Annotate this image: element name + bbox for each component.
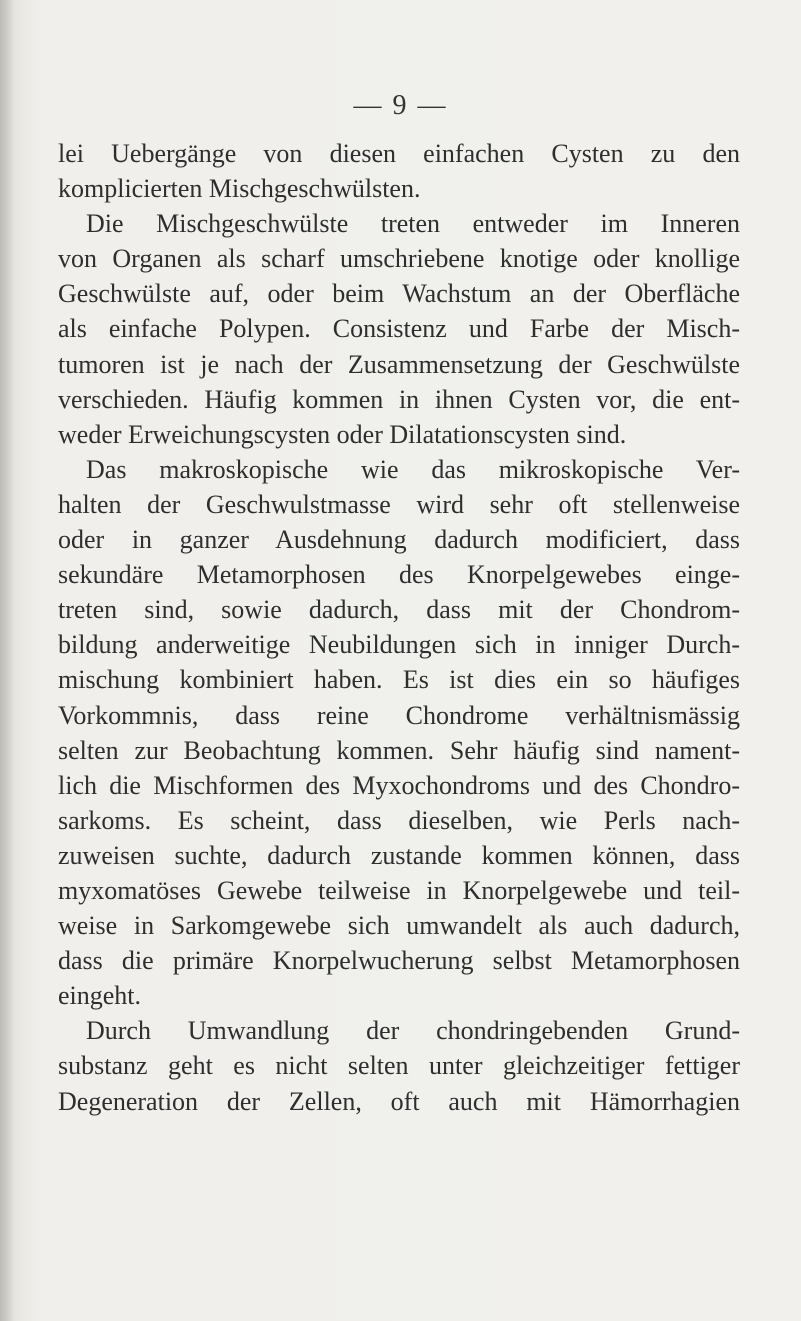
text-line: treten sind, sowie dadurch, dass mit der Chondrom-	[58, 595, 740, 625]
text-line: Das makroskopische wie das mikroskopische Ver-	[86, 454, 740, 484]
text-line: Degeneration der Zellen, oft auch mit Hämorrhagien	[58, 1086, 740, 1116]
text-line: Geschwülste auf, oder beim Wachstum an der Oberfläche	[58, 279, 740, 309]
text-line: halten der Geschwulstmasse wird sehr oft stellenweise	[58, 489, 740, 519]
text-line: als einfache Polypen. Consistenz und Farbe der Misch-	[58, 314, 740, 344]
text-line: komplicierten Mischgeschwülsten.	[58, 174, 421, 204]
text-line: lich die Mischformen des Myxochondroms und des Chondro-	[58, 770, 740, 800]
text-line: bildung anderweitige Neubildungen sich in inniger Durch-	[58, 630, 740, 660]
text-line: selten zur Beobachtung kommen. Sehr häufig sind nament-	[58, 735, 740, 765]
text-line: mischung kombiniert haben. Es ist dies ein so häufiges	[58, 665, 740, 695]
text-line: myxomatöses Gewebe teilweise in Knorpelgewebe und teil-	[58, 875, 740, 905]
text-line: Die Mischgeschwülste treten entweder im Inneren	[86, 209, 740, 239]
text-line: dass die primäre Knorpelwucherung selbst Metamorphosen	[58, 946, 740, 976]
body-text	[58, 136, 740, 1119]
text-line: zuweisen suchte, dadurch zustande kommen können, dass	[58, 840, 740, 870]
text-line: eingeht.	[58, 981, 142, 1011]
text-line: weise in Sarkomgewebe sich umwandelt als auch dadurch,	[58, 911, 740, 941]
text-line: von Organen als scharf umschriebene knotige oder knollige	[58, 244, 740, 274]
text-line: oder in ganzer Ausdehnung dadurch modificiert, dass	[58, 525, 740, 555]
page-number: — 9 —	[353, 90, 448, 121]
text-line: Durch Umwandlung der chondringebenden Grund-	[86, 1016, 740, 1046]
text-line: tumoren ist je nach der Zusammensetzung der Geschwülste	[58, 349, 740, 379]
text-line: verschieden. Häufig kommen in ihnen Cysten vor, die ent-	[58, 384, 740, 414]
spine-shadow	[0, 0, 14, 1321]
text-line: lei Uebergänge von diesen einfachen Cysten zu den	[58, 139, 740, 168]
text-line: substanz geht es nicht selten unter gleichzeitiger fettiger	[58, 1051, 740, 1081]
text-line: weder Erweichungscysten oder Dilatationscysten sind.	[58, 419, 627, 449]
text-line: Vorkommnis, dass reine Chondrome verhältnismässig	[58, 700, 740, 730]
text-line: sekundäre Metamorphosen des Knorpelgewebes einge-	[58, 560, 740, 590]
text-line: sarkoms. Es scheint, dass dieselben, wie Perls nach-	[58, 805, 740, 835]
